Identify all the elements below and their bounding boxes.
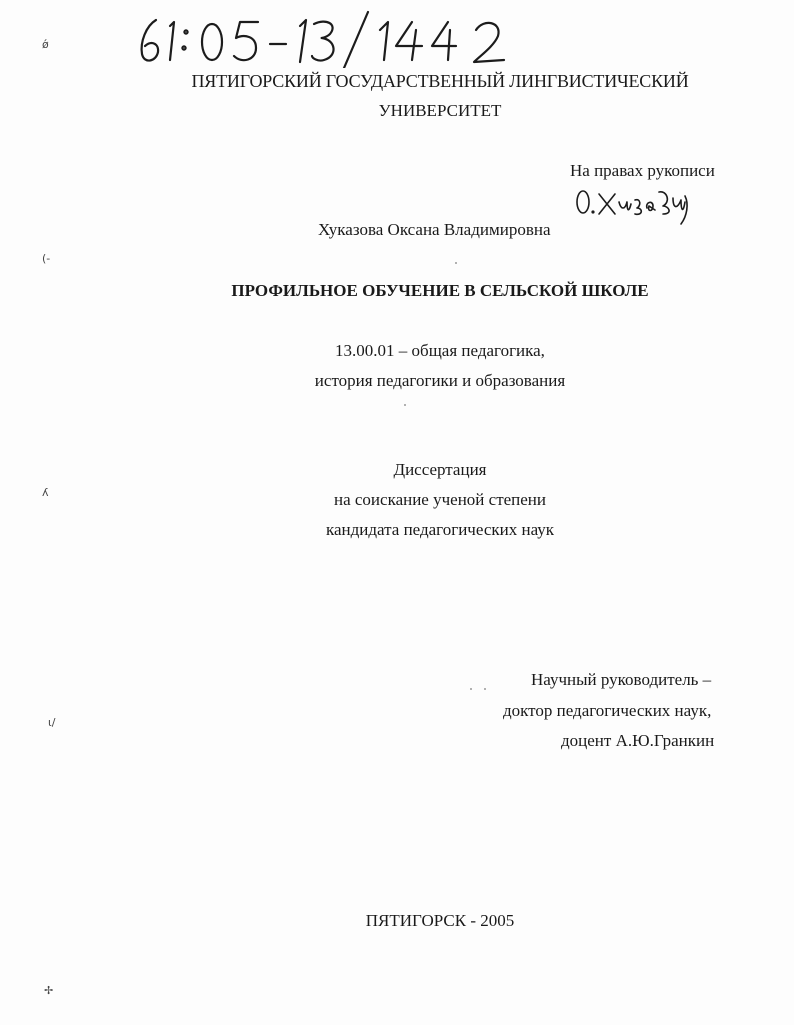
degree-line2: кандидата педагогических наук: [325, 520, 555, 539]
author-signature: [573, 180, 693, 228]
dissertation-label: Диссертация: [393, 460, 487, 479]
margin-mark: ✢: [44, 984, 54, 997]
supervisor-name: доцент А.Ю.Гранкин: [561, 731, 715, 750]
author-name: Хуказова Оксана Владимировна: [318, 220, 551, 239]
specialty-line1: 13.00.01 – общая педагогика,: [335, 341, 545, 360]
dissertation-title: ПРОФИЛЬНОЕ ОБУЧЕНИЕ В СЕЛЬСКОЙ ШКОЛЕ: [231, 281, 649, 300]
margin-mark: ʎ: [42, 486, 49, 499]
archive-number-handwritten: [130, 8, 530, 68]
specialty-line2: история педагогики и образования: [314, 371, 566, 390]
margin-mark: (-: [42, 252, 51, 265]
degree-line1: на соискание ученой степени: [333, 490, 547, 509]
margin-mark: ǿ: [42, 38, 49, 51]
scan-speck: [484, 688, 486, 690]
signature-drawing: [573, 180, 693, 228]
scan-speck: [470, 688, 472, 690]
supervisor-label: Научный руководитель –: [531, 670, 712, 689]
archive-number-drawing: [130, 8, 530, 68]
university-name-line1: ПЯТИГОРСКИЙ ГОСУДАРСТВЕННЫЙ ЛИНГВИСТИЧЕСКИЙ: [191, 71, 689, 91]
university-name-line2: УНИВЕРСИТЕТ: [378, 101, 502, 120]
scan-speck: [404, 404, 406, 406]
scan-speck: [455, 262, 457, 264]
manuscript-note: На правах рукописи: [570, 161, 715, 180]
margin-mark: ɩ/: [48, 716, 56, 729]
supervisor-degree: доктор педагогических наук,: [503, 701, 712, 720]
city-year: ПЯТИГОРСК - 2005: [365, 911, 515, 930]
